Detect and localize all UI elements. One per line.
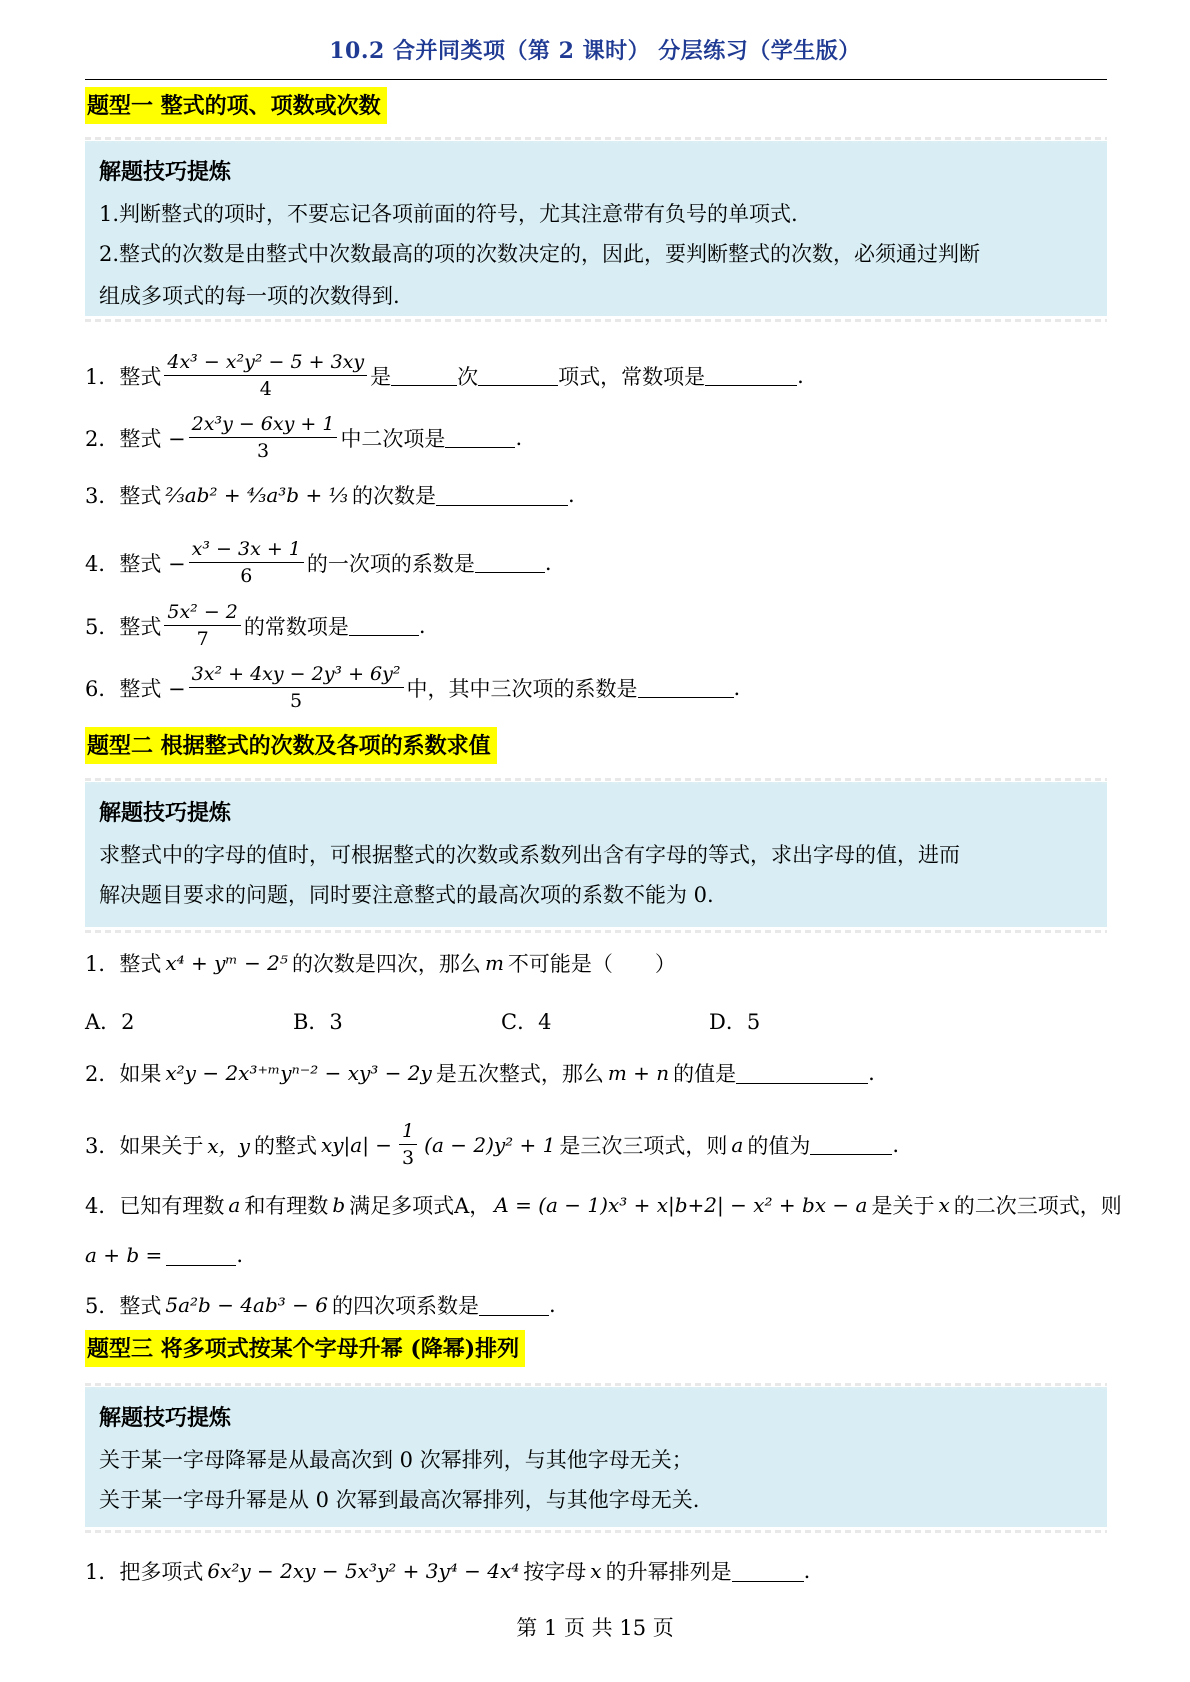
tip-line: 求整式中的字母的值时，可根据整式的次数或系数列出含有字母的等式，求出字母的值，进而 [99, 843, 960, 867]
denominator: 3 [402, 1147, 415, 1169]
tip-box-3 [85, 1387, 1107, 1527]
tip-box-1 [85, 141, 1107, 316]
answer-blank[interactable] [810, 1134, 892, 1155]
answer-blank[interactable] [478, 365, 558, 386]
question-3-1 [85, 1556, 810, 1586]
denominator: 7 [196, 628, 209, 650]
tip-line: 关于某一字母升幂是从 0 次幂到最高次幂排列，与其他字母无关. [99, 1488, 700, 1512]
math-expression: A = (a − 1)x³ + x|b+2| − x² + bx − a [494, 1193, 868, 1217]
question-text: 中，其中三次项的系数是 [406, 676, 638, 701]
question-number: 1． [85, 1560, 120, 1584]
numerator: 5x² − 2 [164, 599, 241, 626]
question-end: . [733, 675, 741, 700]
fraction [164, 349, 367, 402]
question-number: 3． [85, 1133, 120, 1158]
denominator: 6 [240, 565, 253, 587]
math-variable: a [731, 1132, 744, 1157]
choice-c[interactable]: C．4 [501, 1010, 552, 1034]
tip-line: 解决题目要求的问题，同时要注意整式的最高次项的系数不能为 0. [99, 883, 714, 907]
question-2-5 [85, 1290, 556, 1320]
question-number: 1． [85, 952, 120, 976]
answer-blank[interactable] [349, 615, 419, 636]
question-text: 的值是 [673, 1062, 737, 1086]
tip-title: 解题技巧提炼 [99, 801, 232, 826]
math-expression: x⁴ + yᵐ − 2⁵ [165, 951, 288, 975]
question-end: . [868, 1061, 875, 1085]
question-1-4 [85, 536, 552, 589]
answer-blank[interactable] [479, 1295, 549, 1316]
tip-title: 解题技巧提炼 [99, 1406, 232, 1431]
math-expression: ⅔ab² + ⁴⁄₃a³b + ⅓ [165, 483, 348, 507]
question-text: 整式 − [119, 551, 186, 576]
math-variable: x，y [207, 1134, 250, 1158]
answer-blank[interactable] [638, 677, 734, 698]
question-text: 是关于 [871, 1194, 935, 1218]
answer-blank[interactable] [475, 552, 545, 573]
question-end: . [567, 483, 575, 507]
section-title-2: 题型二 根据整式的次数及各项的系数求值 [85, 727, 497, 764]
numerator: 2x³y − 6xy + 1 [189, 411, 338, 438]
question-number: 4． [85, 551, 120, 576]
question-text: 中二次项是 [340, 426, 446, 451]
question-2-2 [85, 1058, 875, 1088]
math-expression: xy|a| − [320, 1132, 393, 1157]
question-text: 满足多项式A， [349, 1194, 491, 1218]
question-text: 整式 [119, 952, 162, 976]
question-text: 整式 [119, 1294, 162, 1318]
numerator: x³ − 3x + 1 [189, 536, 304, 563]
question-2-1 [85, 948, 676, 978]
math-expression: 6x²y − 2xy − 5x³y² + 3y⁴ − 4x⁴ [207, 1559, 520, 1583]
question-end: . [892, 1132, 900, 1157]
math-expression: 5a²b − 4ab³ − 6 [165, 1293, 328, 1317]
answer-blank[interactable] [391, 365, 457, 386]
answer-blank[interactable] [445, 427, 515, 448]
question-2-3 [85, 1118, 899, 1171]
denominator: 3 [257, 440, 270, 462]
question-text: 次 [457, 364, 479, 389]
tip-title: 解题技巧提炼 [99, 160, 232, 185]
question-text: 已知有理数 [119, 1194, 225, 1218]
denominator: 5 [290, 690, 303, 712]
question-text: 的值为 [747, 1133, 811, 1158]
question-1-6 [85, 661, 740, 714]
question-text: 是五次整式，那么 [435, 1062, 604, 1086]
question-text: 是三次三项式，则 [559, 1133, 728, 1158]
question-text: 项式，常数项是 [558, 364, 706, 389]
numerator: 4x³ − x²y² − 5 + 3xy [164, 349, 367, 376]
question-end: . [418, 613, 426, 638]
question-end: . [803, 1559, 811, 1583]
math-variable: a [228, 1193, 241, 1217]
tip-line: 组成多项式的每一项的次数得到. [99, 284, 400, 308]
question-text: 的常数项是 [243, 614, 349, 639]
question-text: 如果 [119, 1062, 162, 1086]
question-1-2 [85, 411, 522, 464]
math-expression: x²y − 2x³⁺ᵐyⁿ⁻² − xy³ − 2y [165, 1061, 432, 1085]
fraction [399, 1118, 417, 1171]
question-text: 整式 [119, 614, 162, 639]
question-text: 是 [370, 364, 392, 389]
question-text: 的二次三项式，则 [953, 1194, 1122, 1218]
question-text: 的次数是 [351, 484, 436, 508]
page-title: 10.2 合并同类项（第 2 课时） 分层练习（学生版） [329, 38, 861, 64]
page-footer: 第 1 页 共 15 页 [516, 1616, 674, 1640]
math-variable: x [590, 1559, 602, 1583]
math-variable: b [332, 1193, 346, 1217]
question-end: . [236, 1243, 244, 1267]
question-text: 如果关于 [119, 1133, 204, 1158]
math-variable: x [938, 1193, 950, 1217]
question-number: 3． [85, 484, 120, 508]
question-end: . [515, 425, 523, 450]
question-number: 2． [85, 1062, 120, 1086]
question-number: 1． [85, 364, 120, 389]
math-variable: m [484, 951, 504, 975]
denominator: 4 [259, 378, 272, 400]
numerator: 1 [399, 1118, 417, 1145]
question-2-4-line2 [85, 1243, 243, 1267]
numerator: 3x² + 4xy − 2y³ + 6y² [189, 661, 404, 688]
section-title-3: 题型三 将多项式按某个字母升幂 (降幂)排列 [85, 1330, 525, 1367]
question-2-4 [85, 1190, 1122, 1220]
question-text: 把多项式 [119, 1560, 204, 1584]
math-expression: m + n [607, 1061, 670, 1085]
question-text: 和有理数 [244, 1194, 329, 1218]
tip-line: 1.判断整式的项时，不要忘记各项前面的符号，尤其注意带有负号的单项式. [99, 202, 798, 226]
question-1-3 [85, 480, 575, 510]
question-number: 2． [85, 426, 120, 451]
answer-blank[interactable] [436, 485, 568, 506]
question-text: 整式 − [119, 676, 186, 701]
math-expression: a + b = [85, 1243, 163, 1267]
question-text: 的次数是四次，那么 [291, 952, 481, 976]
question-text: 的升幂排列是 [605, 1560, 732, 1584]
answer-blank[interactable] [736, 1063, 868, 1084]
question-text: 的一次项的系数是 [306, 551, 475, 576]
question-1-1 [85, 349, 804, 402]
tip-box-2 [85, 782, 1107, 927]
question-text: 整式 − [119, 426, 186, 451]
question-text: 按字母 [523, 1560, 587, 1584]
math-expression: (a − 2)y² + 1 [424, 1132, 556, 1157]
question-text: 的四次项系数是 [331, 1294, 479, 1318]
fraction [189, 661, 404, 714]
answer-blank[interactable] [732, 1561, 804, 1582]
question-text: 不可能是（ ） [507, 952, 676, 976]
fraction [189, 411, 338, 464]
question-number: 5． [85, 1294, 120, 1318]
question-number: 4． [85, 1194, 120, 1218]
fraction [189, 536, 304, 589]
tip-line: 2.整式的次数是由整式中次数最高的项的次数决定的，因此，要判断整式的次数，必须通过判断 [99, 242, 981, 266]
title-divider [85, 79, 1107, 80]
answer-blank[interactable] [166, 1245, 236, 1266]
section-title-1: 题型一 整式的项、项数或次数 [85, 87, 387, 124]
answer-blank[interactable] [705, 365, 797, 386]
choice-a[interactable]: A．2 [85, 1010, 135, 1034]
fraction [164, 599, 241, 652]
question-number: 6． [85, 676, 120, 701]
question-number: 5． [85, 614, 120, 639]
choice-b[interactable]: B．3 [293, 1010, 343, 1034]
question-end: . [544, 550, 552, 575]
question-text: 的整式 [253, 1133, 317, 1158]
question-text: 整式 [119, 364, 162, 389]
question-1-5 [85, 599, 426, 652]
question-end: . [797, 363, 804, 388]
question-text: 整式 [119, 484, 162, 508]
choice-d[interactable]: D．5 [709, 1010, 761, 1034]
tip-line: 关于某一字母降幂是从最高次到 0 次幂排列，与其他字母无关； [99, 1448, 693, 1472]
question-end: . [548, 1293, 556, 1317]
